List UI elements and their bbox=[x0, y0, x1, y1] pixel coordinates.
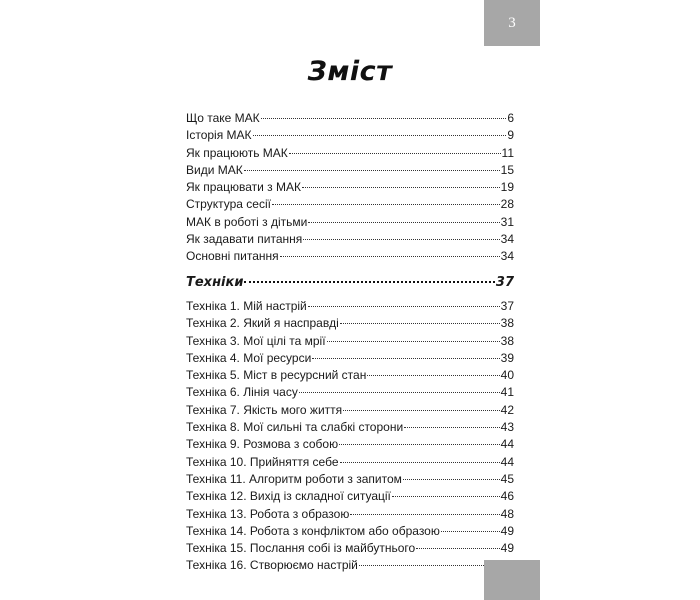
toc-entry-page: 41 bbox=[500, 385, 514, 400]
dot-leader bbox=[403, 479, 500, 480]
dot-leader bbox=[392, 496, 500, 497]
toc-entry-page: 43 bbox=[500, 420, 514, 435]
toc-entry-page: 44 bbox=[500, 454, 514, 469]
dot-leader bbox=[244, 281, 494, 283]
toc-entry-page: 42 bbox=[500, 402, 514, 417]
dot-leader bbox=[244, 170, 500, 171]
dot-leader bbox=[280, 256, 500, 257]
toc-entry-label: Структура сесії bbox=[186, 197, 271, 212]
toc-entry-page: 46 bbox=[500, 489, 514, 504]
toc-entry-label: Техніка 4. Мої ресурси bbox=[186, 350, 312, 365]
toc-entry[interactable] bbox=[186, 248, 514, 265]
dot-leader bbox=[302, 187, 500, 188]
toc-entry-label: Техніка 2. Який я насправді bbox=[186, 316, 339, 331]
toc-entry[interactable] bbox=[186, 540, 514, 557]
toc-entry-page: 49 bbox=[500, 541, 514, 556]
toc-entry[interactable] bbox=[186, 471, 514, 488]
toc-entry[interactable] bbox=[186, 298, 514, 315]
toc-entry[interactable] bbox=[186, 384, 514, 401]
toc-entry-page: 38 bbox=[500, 316, 514, 331]
toc-entry-page: 49 bbox=[500, 523, 514, 538]
toc-entry-page: 37 bbox=[500, 299, 514, 313]
dot-leader bbox=[303, 239, 499, 240]
toc-entry-page: 34 bbox=[500, 232, 514, 247]
toc-intro-list bbox=[186, 110, 514, 266]
toc-entry-page: 48 bbox=[500, 506, 514, 521]
toc-entry-label: Основні питання bbox=[186, 249, 279, 264]
toc-entry[interactable] bbox=[186, 162, 514, 179]
dot-leader bbox=[340, 323, 500, 324]
dot-leader bbox=[327, 341, 500, 342]
dot-leader bbox=[312, 358, 499, 359]
toc-entry[interactable] bbox=[186, 333, 514, 350]
dot-leader bbox=[339, 444, 500, 445]
toc-entry-label: Техніка 6. Лінія часу bbox=[186, 385, 298, 400]
toc-entry-page: 15 bbox=[500, 162, 514, 177]
page-number: 3 bbox=[508, 14, 516, 31]
page-title: Зміст bbox=[307, 56, 393, 87]
dot-leader bbox=[359, 565, 500, 566]
dot-leader bbox=[299, 392, 500, 393]
toc-section-heading[interactable] bbox=[186, 274, 514, 292]
toc-entry[interactable] bbox=[186, 523, 514, 540]
toc-entry-label: Техніка 11. Алгоритм роботи з запитом bbox=[186, 471, 402, 486]
dot-leader bbox=[416, 548, 499, 549]
toc-entry[interactable] bbox=[186, 367, 514, 384]
page-number-tab bbox=[484, 0, 540, 46]
toc-entry-label: Історія МАК bbox=[186, 128, 252, 143]
toc-entry-page: 34 bbox=[500, 249, 514, 264]
toc-entry[interactable] bbox=[186, 506, 514, 523]
toc-entry-page: 28 bbox=[500, 197, 514, 212]
toc-entry-label: Як працюють МАК bbox=[186, 145, 288, 160]
toc-entry-page: 6 bbox=[507, 111, 514, 125]
toc-entry[interactable] bbox=[186, 315, 514, 332]
toc-entry[interactable] bbox=[186, 436, 514, 453]
toc-entry[interactable] bbox=[186, 557, 514, 574]
toc-entry-label: Техніка 14. Робота з конфліктом або образою bbox=[186, 523, 440, 538]
dot-leader bbox=[289, 153, 501, 154]
toc-entry-page: 19 bbox=[500, 180, 514, 195]
dot-leader bbox=[272, 204, 500, 205]
toc-entry-label: Техніка 13. Робота з образою bbox=[186, 506, 350, 521]
toc-entry-label: Як задавати питання bbox=[186, 232, 303, 247]
dot-leader bbox=[340, 462, 500, 463]
dot-leader bbox=[343, 410, 499, 411]
section-heading-label: Техніки bbox=[186, 275, 244, 290]
toc-entry-label: Техніка 8. Мої сильні та слабкі сторони bbox=[186, 420, 404, 435]
toc-entry-label: Види МАК bbox=[186, 162, 243, 177]
toc-entry-label: МАК в роботі з дітьми bbox=[186, 214, 308, 229]
toc-entry[interactable] bbox=[186, 488, 514, 505]
toc-entry[interactable] bbox=[186, 454, 514, 471]
dot-leader bbox=[308, 222, 499, 223]
toc-entry[interactable] bbox=[186, 214, 514, 231]
toc-entry[interactable] bbox=[186, 231, 514, 248]
toc-entry-label: Техніка 15. Послання собі із майбутнього bbox=[186, 541, 416, 556]
toc-entry[interactable] bbox=[186, 419, 514, 436]
dot-leader bbox=[261, 118, 507, 119]
dot-leader bbox=[308, 306, 500, 307]
toc-entry[interactable] bbox=[186, 179, 514, 196]
toc-entry[interactable] bbox=[186, 110, 514, 127]
toc-entry-page: 39 bbox=[500, 350, 514, 365]
toc-entry-label: Що таке МАК bbox=[186, 111, 260, 125]
toc-entry-page: 9 bbox=[507, 128, 514, 143]
dot-leader bbox=[253, 135, 507, 136]
toc-entry-label: Техніка 7. Якість мого життя bbox=[186, 402, 343, 417]
toc-entry-label: Техніка 10. Прийняття себе bbox=[186, 454, 339, 469]
dot-leader bbox=[441, 531, 500, 532]
toc-entry-page: 38 bbox=[500, 333, 514, 348]
section-heading-page: 37 bbox=[495, 275, 514, 290]
toc-techniques-list bbox=[186, 298, 514, 575]
toc-entry-label: Техніка 5. Міст в ресурсний стан bbox=[186, 368, 367, 383]
toc-entry[interactable] bbox=[186, 402, 514, 419]
toc-entry-label: Техніка 12. Вихід із складної ситуації bbox=[186, 489, 391, 504]
dot-leader bbox=[350, 514, 499, 515]
dot-leader bbox=[367, 375, 499, 376]
toc-entry[interactable] bbox=[186, 196, 514, 213]
toc-entry-page: 44 bbox=[500, 437, 514, 452]
toc-entry-label: Техніка 16. Створюємо настрій bbox=[186, 558, 358, 573]
bottom-page-tab bbox=[484, 560, 540, 600]
toc-entry-page: 40 bbox=[500, 368, 514, 383]
toc-entry-label: Техніка 9. Розмова з собою bbox=[186, 437, 339, 452]
toc-entry[interactable] bbox=[186, 145, 514, 162]
dot-leader bbox=[404, 427, 499, 428]
toc-entry-label: Техніка 3. Мої цілі та мрії bbox=[186, 333, 326, 348]
toc-entry-label: Як працювати з МАК bbox=[186, 180, 301, 195]
toc-entry-page: 11 bbox=[501, 145, 514, 160]
toc-entry[interactable] bbox=[186, 127, 514, 144]
toc-entry-page: 31 bbox=[500, 214, 514, 229]
toc-entry[interactable] bbox=[186, 350, 514, 367]
toc-entry-label: Техніка 1. Мій настрій bbox=[186, 299, 307, 313]
toc-entry-page: 45 bbox=[500, 471, 514, 486]
